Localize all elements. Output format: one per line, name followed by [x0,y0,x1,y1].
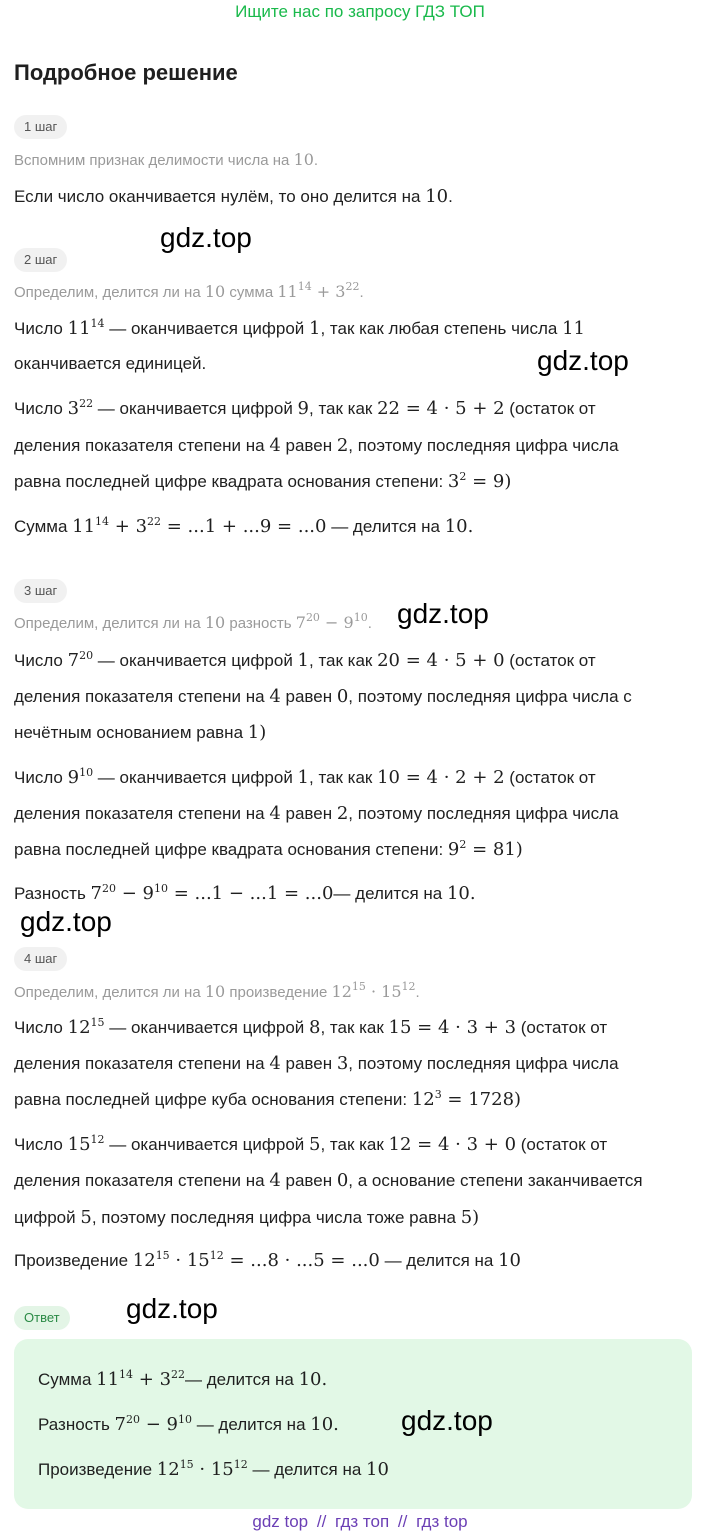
step-3-line-3: нечётным основанием равна 1) [14,722,267,743]
step-3-line-1: Число $7^{20}$ — оканчивается цифрой 1, так как 20 = 4 · 5 + 0 (остаток от [14,649,596,671]
step-2-badge: 2 шаг [14,248,67,272]
step-4-line-3: равна последней цифре куба основания степени: $12^3 = 1728$) [14,1088,522,1110]
step-4-line-4: Число $15^{12}$ — оканчивается цифрой 5, так как 12 = 4 · 3 + 0 (остаток от [14,1133,608,1155]
step-3-line-2: деления показателя степени на 4 равен 0, поэтому последняя цифра числа с [14,686,632,707]
footer-link-gdz-top-mixed[interactable]: гдз top [416,1512,468,1531]
answer-box [14,1339,692,1509]
watermark: gdz.top [20,906,112,937]
step-4-badge: 4 шаг [14,947,67,971]
footer-separator: // [316,1512,327,1531]
answer-line-product: Произведение $12^{15} \cdot 15^{12}$ — делится на 10 [38,1458,389,1480]
step-3-badge: 3 шаг [14,579,67,603]
step-4-product: Произведение $12^{15} \cdot 15^{12} = ...8 \cdot ...5 = ...0$ — делится на 10 [14,1249,522,1271]
step-2-line-3: Число $3^{22}$ — оканчивается цифрой 9, так как 22 = 4 · 5 + 2 (остаток от [14,397,596,419]
watermark: gdz.top [537,345,629,376]
watermark: gdz.top [401,1405,493,1436]
step-3-line-4: Число $9^{10}$ — оканчивается цифрой 1, так как 10 = 4 · 2 + 2 (остаток от [14,766,596,788]
step-2-line-4: деления показателя степени на 4 равен 2, поэтому последняя цифра числа [14,435,619,456]
step-1-hint: Вспомним признак делимости числа на 10. [14,150,319,169]
footer-link-gdz-top-ru[interactable]: гдз топ [335,1512,390,1531]
watermark: gdz.top [126,1293,218,1324]
answer-badge: Ответ [14,1306,70,1330]
watermark: gdz.top [397,598,489,629]
step-2-line-1: Число $11^{14}$ — оканчивается цифрой 1, так как любая степень числа 11 [14,317,585,339]
watermark: gdz.top [160,222,252,253]
step-2-hint: Определим, делится ли на 10 сумма $11^{14} + 3^{22}$. [14,280,364,301]
footer-links [0,1510,720,1534]
footer-link-gdz-top[interactable]: gdz top [252,1512,309,1531]
step-2-line-2: оканчивается единицей. [14,354,207,373]
answer-line-sum: Сумма $11^{14}$ + $3^{22}—$ делится на 10. [38,1368,328,1390]
answer-line-difference: Разность $7^{20} - 9^{10}$ — делится на 10. [38,1413,339,1435]
search-banner: Ищите нас по запросу ГДЗ ТОП [235,2,485,21]
footer-separator: // [397,1512,408,1531]
step-4-line-6: цифрой 5, поэтому последняя цифра числа тоже равна 5) [14,1207,480,1228]
page-title: Подробное решение [14,60,238,85]
step-4-line-5: деления показателя степени на 4 равен 0, а основание степени заканчивается [14,1170,643,1191]
step-1-text: Если число оканчивается нулём, то оно делится на 10. [14,186,453,207]
step-3-hint: Определим, делится ли на 10 разность $7^{20} - 9^{10}$. [14,611,372,632]
step-2-line-5: равна последней цифре квадрата основания степени: $3^2 = 9$) [14,470,512,492]
step-2-sum: Сумма $11^{14} + 3^{22} = ...1 + ...9 = ...0$ — делится на 10. [14,515,474,537]
step-4-line-2: деления показателя степени на 4 равен 3, поэтому последняя цифра числа [14,1053,619,1074]
step-1-badge: 1 шаг [14,115,67,139]
step-4-line-1: Число $12^{15}$ — оканчивается цифрой 8, так как 15 = 4 · 3 + 3 (остаток от [14,1016,608,1038]
step-3-difference: Разность $7^{20} - 9^{10} = ...1 - ...1$ = ...0— делится на 10. [14,882,476,904]
step-3-line-6: равна последней цифре квадрата основания степени: $9^2 = 81$) [14,838,523,860]
step-3-line-5: деления показателя степени на 4 равен 2, поэтому последняя цифра числа [14,803,619,824]
step-4-hint: Определим, делится ли на 10 произведение $12^{15} \cdot 15^{12}$. [14,980,420,1001]
